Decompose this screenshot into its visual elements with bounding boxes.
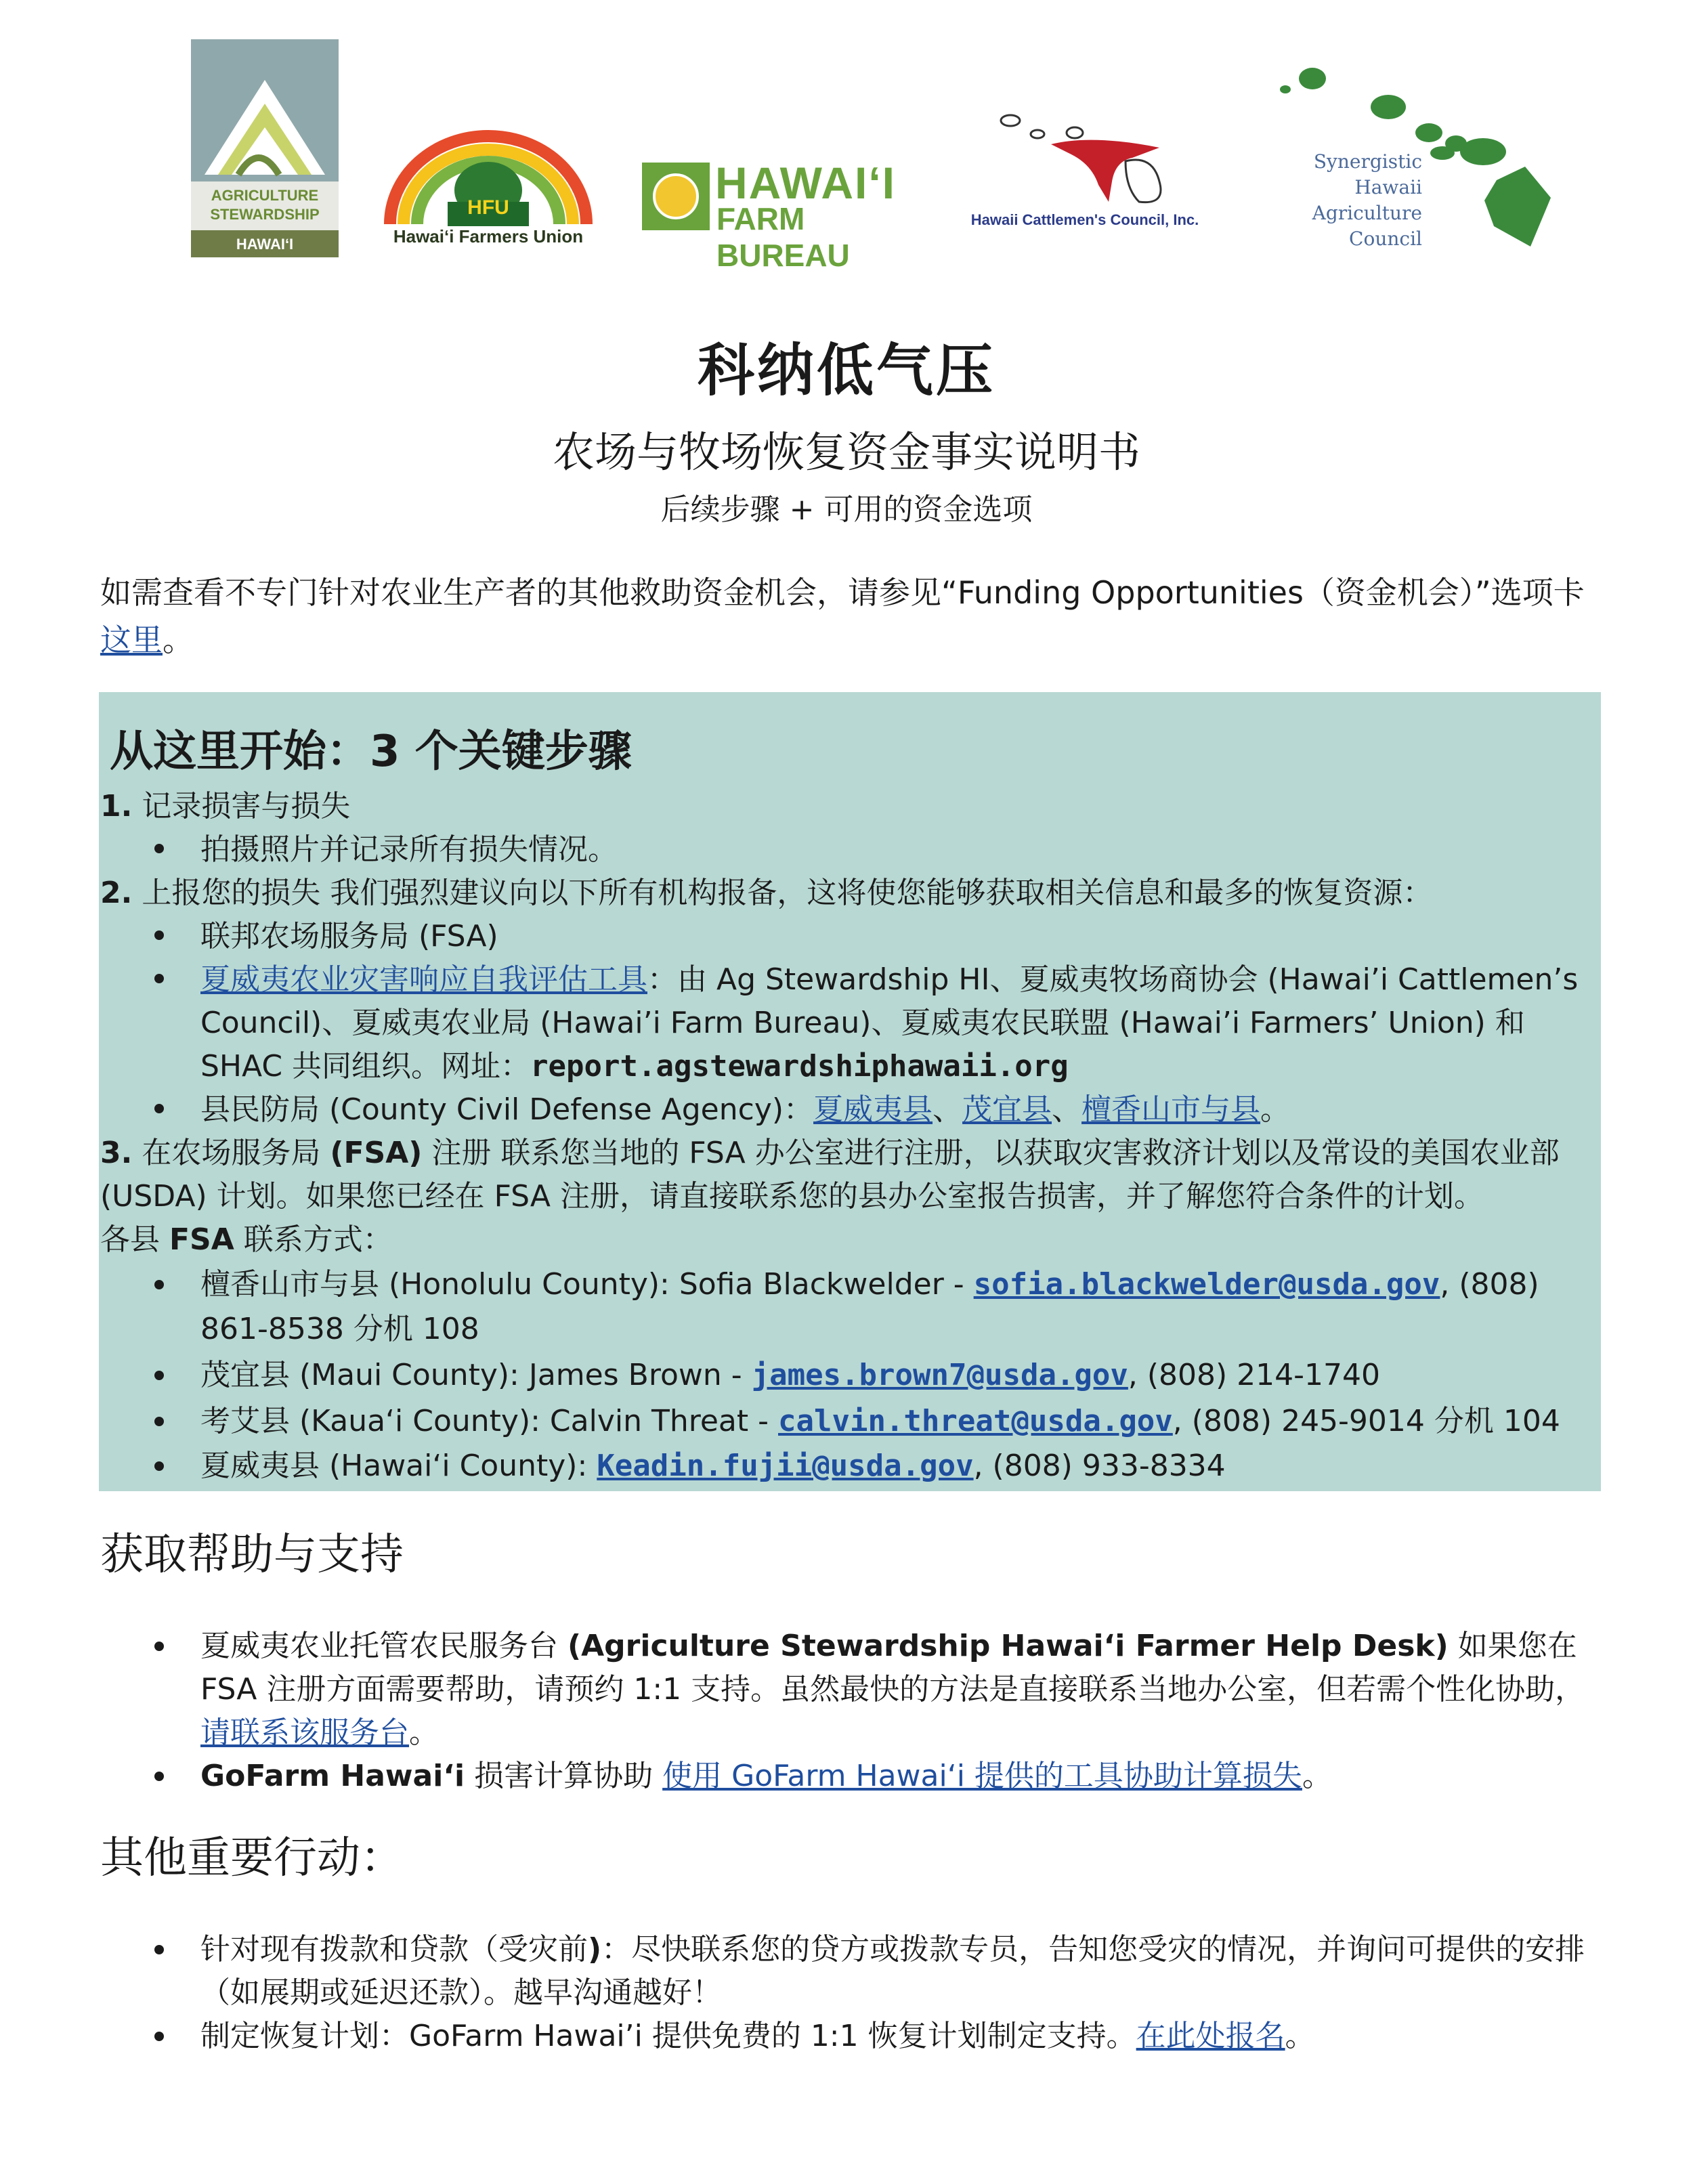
intro-end: 。	[163, 622, 194, 658]
tool-text-line3	[200, 1042, 1069, 1085]
other-item-recovery-plan	[200, 2011, 1315, 2055]
step-2	[100, 868, 1432, 912]
tool-text-line2: Council)、夏威夷农业局 (Hawai’i Farm Bureau)、夏威夷农民联盟 (Hawai’i Farmers’ Union) 和	[200, 1006, 1525, 1040]
help-item-desk	[200, 1621, 1577, 1665]
other-text-bold: )	[588, 1932, 602, 1967]
logo-text: STEWARDSHIP	[210, 206, 320, 223]
separator: 、	[1052, 1092, 1082, 1127]
contact-email[interactable]: Keadin.fujii@usda.gov	[597, 1449, 974, 1483]
tool-text: SHAC 共同组织。网址：	[200, 1049, 531, 1084]
page-tagline: 后续步骤 + 可用的资金选项	[660, 492, 1033, 527]
other-text: 针对现有拨款和贷款（受灾前	[200, 1932, 588, 1967]
bullet-icon	[154, 1280, 164, 1289]
help-item-desk-line3	[200, 1708, 439, 1751]
help-heading: 获取帮助与支持	[100, 1530, 404, 1580]
step-text: 上报您的损失 我们强烈建议向以下所有机构报备，这将使您能够获取相关信息和最多的恢复资源：	[142, 876, 1433, 910]
step-2-bullet-county	[200, 1085, 1290, 1128]
contact-text: 夏威夷县 (Hawai‘i County):	[200, 1449, 597, 1483]
logo-text: HAWAIʻI	[715, 158, 897, 208]
bullet-icon	[154, 1461, 164, 1471]
contact-honolulu	[200, 1260, 1539, 1303]
logo-synergistic-hawaii-agriculture-council	[1273, 65, 1558, 261]
logo-text: Synergistic	[1313, 150, 1422, 173]
contact-email[interactable]: calvin.threat@usda.gov	[778, 1404, 1173, 1438]
intro-paragraph	[100, 569, 1604, 664]
logo-text: Council	[1349, 228, 1422, 250]
bullet-icon	[154, 844, 164, 853]
contact-maui	[200, 1350, 1380, 1394]
contact-honolulu-phone: 861-8538 分机 108	[200, 1312, 479, 1346]
other-actions-heading: 其他重要行动：	[100, 1833, 404, 1883]
tool-url: report.agstewardshiphawaii.org	[530, 1049, 1069, 1084]
help-text: 如果您在	[1448, 1629, 1577, 1663]
logo-text: Agriculture	[1312, 202, 1422, 224]
contacts-heading-text: 各县	[100, 1222, 169, 1257]
logo-text: FARM BUREAU	[716, 201, 850, 273]
period: 。	[409, 1715, 439, 1750]
contacts-heading-text: 联系方式：	[234, 1222, 393, 1257]
hawaii-county-link[interactable]: 夏威夷县	[813, 1092, 933, 1127]
help-item-gofarm	[200, 1751, 1332, 1795]
period: 。	[1285, 2019, 1315, 2053]
step-2-bullet-tool	[200, 955, 1578, 998]
page-subtitle: 农场与牧场恢复资金事实说明书	[552, 427, 1140, 477]
self-assessment-tool-link[interactable]: 夏威夷农业灾害响应自我评估工具	[200, 962, 647, 997]
period: 。	[1302, 1759, 1332, 1793]
logo-hawaii-cattlemens-council	[956, 107, 1214, 236]
step-text: 注册 联系您当地的 FSA 办公室进行注册，以获取灾害救济计划以及常设的美国农业部	[422, 1136, 1560, 1170]
bullet-icon	[154, 974, 164, 983]
step-2-bullet-fsa: 联邦农场服务局 (FSA)	[200, 919, 498, 954]
step-1-bullet: 拍摄照片并记录所有损失情况。	[200, 832, 618, 867]
logo-text: HFU	[467, 196, 509, 219]
logo-text: HAWAIʻI	[236, 236, 294, 253]
help-desk-link[interactable]: 请联系该服务台	[200, 1715, 409, 1750]
logo-hawaii-farmers-union	[383, 126, 593, 255]
honolulu-county-link[interactable]: 檀香山市与县	[1081, 1092, 1261, 1127]
logo-hawaii-farm-bureau	[642, 158, 933, 273]
help-text: 损害计算协助	[465, 1759, 663, 1793]
contact-text: 茂宜县 (Maui County): James Brown -	[200, 1358, 752, 1392]
islands-cattle-icon	[956, 107, 1214, 209]
contact-email[interactable]: james.brown7@usda.gov	[751, 1358, 1128, 1392]
step-text: 记录损害与损失	[142, 789, 351, 823]
intro-text: 如需查看不专门针对农业生产者的其他救助资金机会，请参见“Funding Opportunities（资金机会）”选项卡	[100, 574, 1585, 611]
step-3-line2: (USDA) 计划。如果您已经在 FSA 注册，请直接联系您的县办公室报告损害，并了解您符合条件的计划。	[100, 1179, 1484, 1214]
gofarm-calculator-link[interactable]: 使用 GoFarm Hawai‘i 提供的工具协助计算损失	[662, 1759, 1302, 1793]
separator: 、	[933, 1092, 963, 1127]
page-title: 科纳低气压	[697, 337, 995, 404]
intro-link[interactable]: 这里	[100, 622, 163, 658]
step-1	[100, 781, 350, 825]
period: 。	[1260, 1092, 1291, 1127]
sun-wave-icon	[653, 173, 699, 219]
logo-text: Hawaii Cattlemen's Council, Inc.	[970, 211, 1199, 228]
help-text: 夏威夷农业托管农民服务台	[200, 1629, 567, 1663]
contact-phone: , (808) 245-9014 分机 104	[1172, 1404, 1560, 1438]
contact-text: 檀香山市与县 (Honolulu County): Sofia Blackwelder -	[200, 1267, 974, 1302]
step-text-bold: (FSA)	[330, 1136, 423, 1170]
step-text: 在农场服务局	[142, 1136, 330, 1170]
logo-agriculture-stewardship	[191, 39, 339, 257]
county-text: 县民防局 (County Civil Defense Agency)：	[200, 1092, 814, 1127]
contacts-heading	[100, 1215, 393, 1258]
bullet-icon	[154, 1417, 164, 1426]
help-item-desk-line2: FSA 注册方面需要帮助，请预约 1:1 支持。虽然最快的方法是直接联系当地办公室，但若需个性化协助，	[200, 1672, 1585, 1707]
logo-text: Hawaii	[1354, 176, 1422, 198]
contact-text: 考艾县 (Kaua‘i County): Calvin Threat -	[200, 1404, 778, 1438]
help-text-bold: GoFarm Hawai‘i	[200, 1759, 465, 1793]
maui-county-link[interactable]: 茂宜县	[962, 1092, 1052, 1127]
other-text: 制定恢复计划：GoFarm Hawai’i 提供免费的 1:1 恢复计划制定支持。	[200, 2019, 1136, 2053]
logo-text: AGRICULTURE	[211, 187, 319, 204]
contact-phone: , (808)	[1440, 1267, 1539, 1302]
step-number: 2.	[100, 876, 133, 910]
bullet-icon	[154, 1642, 164, 1651]
contact-kauai	[200, 1396, 1560, 1440]
bullet-icon	[154, 1104, 164, 1113]
other-item-grants	[200, 1925, 1585, 1968]
tool-text: ：由 Ag Stewardship HI、夏威夷牧场商协会 (Hawai’i Cattlemen’s	[647, 962, 1579, 997]
help-text-bold: (Agriculture Stewardship Hawai‘i Farmer Help Desk)	[567, 1629, 1449, 1663]
bullet-icon	[154, 1772, 164, 1781]
signup-link[interactable]: 在此处报名	[1136, 2019, 1285, 2053]
logo-text: Hawaiʻi Farmers Union	[393, 226, 584, 247]
contact-phone: , (808) 933-8334	[973, 1449, 1226, 1483]
bullet-icon	[154, 930, 164, 940]
contact-email[interactable]: sofia.blackwelder@usda.gov	[973, 1267, 1440, 1302]
key-steps-title: 从这里开始：3 个关键步骤	[110, 727, 632, 777]
bullet-icon	[154, 1371, 164, 1380]
step-number: 1.	[100, 789, 133, 823]
other-text: ：尽快联系您的贷方或拨款专员，告知您受灾的情况，并询问可提供的安排	[601, 1932, 1585, 1967]
other-item-grants-line2: （如展期或延迟还款）。越早沟通越好！	[200, 1975, 722, 2010]
contact-phone: , (808) 214-1740	[1128, 1358, 1380, 1392]
bullet-icon	[154, 1945, 164, 1954]
mountain-icon	[191, 39, 339, 181]
contact-hawaii	[200, 1441, 1226, 1484]
step-3	[100, 1128, 1560, 1172]
bullet-icon	[154, 2032, 164, 2041]
contacts-heading-bold: FSA	[169, 1222, 234, 1257]
step-number: 3.	[100, 1136, 133, 1170]
